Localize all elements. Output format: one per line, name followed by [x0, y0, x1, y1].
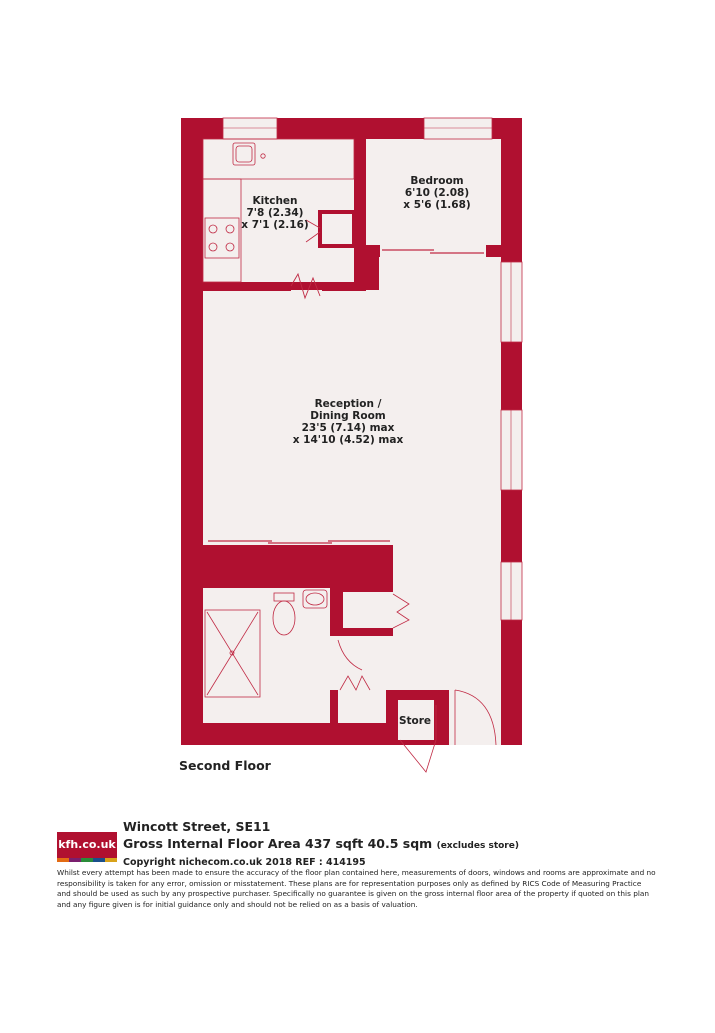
floor-area-value: Gross Internal Floor Area 437 sqft 40.5 sqm [123, 836, 433, 851]
bedroom-dim2: x 5'6 (1.68) [403, 199, 471, 211]
property-address: Wincott Street, SE11 [123, 819, 271, 834]
reception-dim1: 23'5 (7.14) max [301, 422, 395, 434]
corridor-floor [393, 540, 501, 690]
reception-label-2: Dining Room [310, 410, 386, 422]
kfh-logo [57, 832, 117, 862]
cupboard-floor [343, 592, 393, 628]
window-reception-3 [501, 562, 522, 620]
kitchen-label: Kitchen [252, 195, 298, 207]
floor-area-note: (excludes store) [436, 841, 519, 851]
lobby-floor [330, 636, 394, 723]
logo-text: kfh.co.uk [57, 832, 117, 858]
reception-upper-right [379, 251, 501, 291]
store-label: Store [398, 715, 432, 727]
bedroom-dim1: 6'10 (2.08) [404, 187, 470, 199]
property-info [123, 818, 683, 870]
kitchen-dim1: 7'8 (2.34) [246, 207, 304, 219]
reception-label: Reception / [314, 398, 382, 410]
disclaimer: Whilst every attempt has been made to ensure the accuracy of the floor plan contained here, measurements of doors, windows and rooms are approximate and no responsibility is taken for any error, omission or misstatement. These plans are for representation purposes only as defined by RICS Code of Measuring Practice and should be used as such by any prospective purchaser. Specifically no guarantee is given on the gross internal floor area of the property if quoted on this plan and any figure given is for initial guidance only and should not be relied on as a basis of valuation. [57, 868, 656, 909]
floor-label: Second Floor [179, 758, 271, 773]
logo-color-strip [57, 858, 117, 862]
window-kitchen [223, 118, 277, 139]
reception-dim2: x 14'10 (4.52) max [292, 434, 404, 446]
window-reception-2 [501, 410, 522, 490]
bedroom-label: Bedroom [410, 175, 464, 187]
floor-area [123, 835, 683, 855]
kitchen-dim2: x 7'1 (2.16) [241, 219, 309, 231]
entrance-floor [449, 685, 501, 745]
window-bedroom [424, 118, 492, 139]
window-reception-1 [501, 262, 522, 342]
copyright: Copyright nichecom.co.uk 2018 REF : 414195 [123, 857, 366, 868]
